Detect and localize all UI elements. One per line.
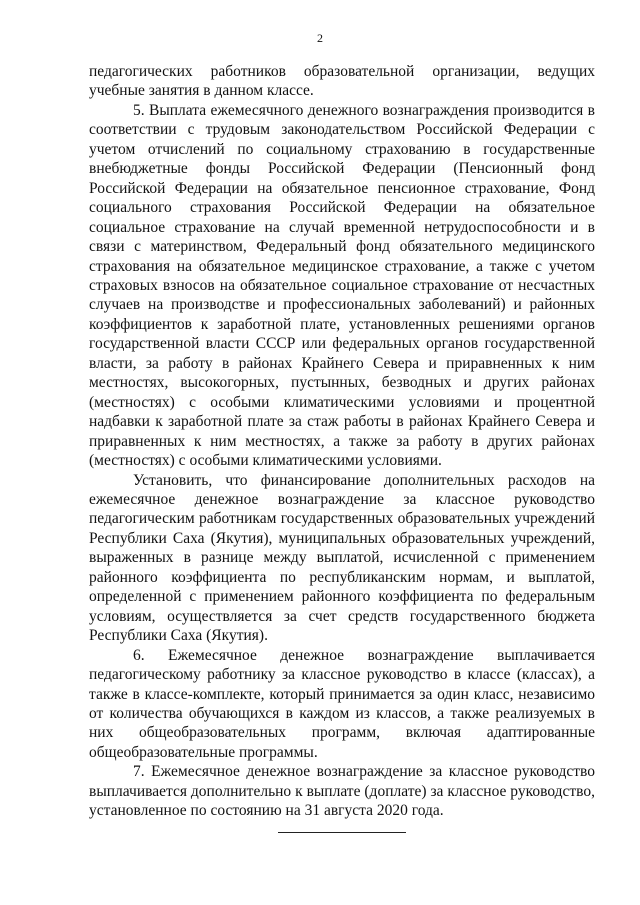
- end-of-document-rule: [278, 832, 406, 833]
- paragraph-continuation: педагогических работников образовательной организации, ведущих учебные занятия в данном классе.: [89, 63, 595, 100]
- paragraph-financing: Установить, что финансирование дополнительных расходов на ежемесячное денежное вознаграждение за классное руководство педагогическим работникам государственных образовательных учреждений Республики Саха (Якутия), муниципальных образовательных учреждений, выраженных в разнице между выплатой, исчисленной с применением районного коэффициента по республиканским нормам, и выплатой, определенной с применением районного коэффициента по федеральным условиям, осуществляется за счет средств государственного бюджета Республики Саха (Якутия).: [89, 471, 595, 645]
- page-number: 2: [317, 31, 323, 45]
- paragraph-item-6: 6. Ежемесячное денежное вознаграждение выплачивается педагогическому работнику за классное руководство в классе (классах), а также в классе-комплекте, который принимается за один класс, независимо от количества обучающихся в каждом из классов, а также реализуемых в них общеобразовательных программ, включая адаптированные общеобразовательные программы.: [89, 646, 595, 761]
- paragraph-item-5: 5. Выплата ежемесячного денежного вознаграждения производится в соответствии с трудовым законодательством Российской Федерации с учетом отчислений по социальному страхованию в государственные внебюджетные фонды Российской Федерации (Пенсионный фонд Российской Федерации на обязательное пенсионное страхование, Фонд социального страхования Российской Федерации на обязательное социальное страхование на случай временной нетрудоспособности и в связи с материнством, Федеральный фонд обязательного медицинского страхования на обязательное медицинское страхование, а также с учетом страховых взносов на обязательное социальное страхование от несчастных случаев на производстве и профессиональных заболеваний) и районных коэффициентов к заработной плате, установленных решениями органов государственной власти СССР или федеральных органов государственной власти, за работу в районах Крайнего Севера и приравненных к ним местностях, высокогорных, пустынных, безводных и других районах (местностях) с особыми климатическими условиями и процентной надбавки к заработной плате за стаж работы в районах Крайнего Севера и приравненных к ним местностях, а также за работу в других районах (местностях) с особыми климатическими условиями.: [89, 101, 595, 470]
- document-body: [89, 62, 595, 821]
- paragraph-item-7: 7. Ежемесячное денежное вознаграждение за классное руководство выплачивается дополнительно к выплате (доплате) за классное руководство, установленное по состоянию на 31 августа 2020 года.: [89, 763, 595, 820]
